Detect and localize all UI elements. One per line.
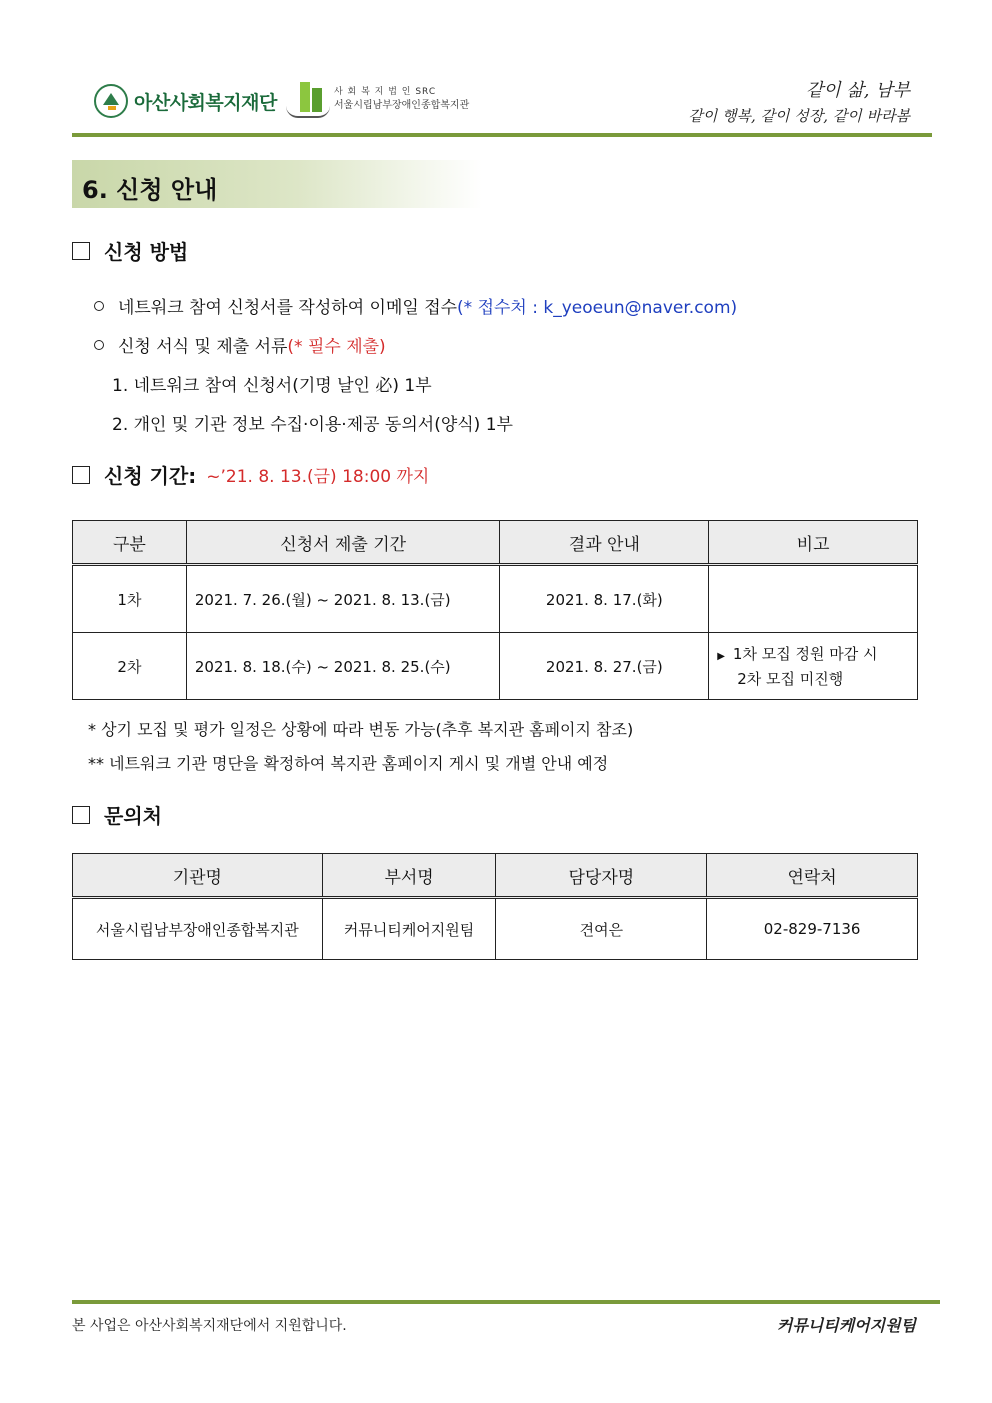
note-line-1: 1차 모집 정원 마감 시	[732, 644, 878, 663]
page-header	[72, 70, 932, 136]
src-welfare-center-logo	[286, 78, 469, 120]
person-cell: 견여은	[496, 898, 707, 960]
round-cell: 2차	[73, 633, 187, 700]
table-header: 구분	[73, 521, 187, 565]
period-heading	[72, 460, 429, 489]
note-line-2: 2차 모집 미진행	[737, 669, 844, 688]
method-item-2-note: (* 필수 제출)	[287, 337, 386, 357]
table-row	[73, 898, 918, 960]
logo2-line1: 사 회 복 지 법 인 SRC	[334, 87, 437, 97]
method-item-2-text: 신청 서식 및 제출 서류	[118, 337, 288, 357]
round-cell: 1차	[73, 565, 187, 633]
asan-foundation-logo	[94, 84, 277, 118]
logo2-line2: 서울시립남부장애인종합복지관	[334, 100, 470, 111]
table-header: 담당자명	[496, 854, 707, 898]
method-heading-text: 신청 방법	[104, 240, 189, 264]
document-2: 2. 개인 및 기관 정보 수집·이용·제공 동의서(양식) 1부	[112, 415, 513, 435]
table-header: 연락처	[707, 854, 918, 898]
method-item-2	[94, 332, 386, 357]
phone-cell: 02-829-7136	[707, 898, 918, 960]
table-header: 부서명	[322, 854, 496, 898]
period-cell: 2021. 8. 18.(수) ~ 2021. 8. 25.(수)	[186, 633, 500, 700]
table-header: 신청서 제출 기간	[186, 521, 500, 565]
slogan-line1: 같이 삶, 남부	[805, 80, 910, 101]
footer-sponsor-text: 본 사업은 아산사회복지재단에서 지원합니다.	[72, 1318, 347, 1334]
slogan	[688, 76, 910, 126]
method-item-1-note: (* 접수처 : k_yeoeun@naver.com)	[457, 298, 738, 318]
table-header: 기관명	[73, 854, 323, 898]
result-cell: 2021. 8. 27.(금)	[500, 633, 709, 700]
note-cell	[709, 565, 918, 633]
slogan-line2: 같이 행복, 같이 성장, 같이 바라봄	[688, 107, 910, 125]
method-heading	[72, 236, 188, 265]
triangle-bullet-icon: ▶	[717, 650, 725, 662]
contact-table	[72, 853, 918, 960]
note-cell	[709, 633, 918, 700]
footer-team-name: 커뮤니티케어지원팀	[776, 1316, 916, 1335]
checkbox-square-icon	[72, 466, 90, 484]
table-header: 결과 안내	[500, 521, 709, 565]
org-cell: 서울시립남부장애인종합복지관	[73, 898, 323, 960]
circle-bullet-icon	[94, 301, 104, 311]
checkbox-square-icon	[72, 242, 90, 260]
circle-bullet-icon	[94, 340, 104, 350]
table-header: 비고	[709, 521, 918, 565]
table-row	[73, 633, 918, 700]
section-title-bar	[72, 160, 482, 208]
period-cell: 2021. 7. 26.(월) ~ 2021. 8. 13.(금)	[186, 565, 500, 633]
table-row	[73, 565, 918, 633]
method-item-1	[94, 293, 737, 318]
method-item-1-text: 네트워크 참여 신청서를 작성하여 이메일 접수	[118, 298, 458, 318]
period-heading-text: 신청 기간:	[104, 464, 197, 488]
note-1: * 상기 모집 및 평가 일정은 상황에 따라 변동 가능(추후 복지관 홈페이지 참조)	[88, 720, 634, 739]
header-divider	[72, 133, 932, 137]
checkbox-square-icon	[72, 806, 90, 824]
document-1: 1. 네트워크 참여 신청서(기명 날인 必) 1부	[112, 376, 432, 396]
note-2: ** 네트워크 기관 명단을 확정하여 복지관 홈페이지 게시 및 개별 안내 예정	[88, 754, 609, 773]
building-icon	[286, 78, 330, 120]
schedule-table	[72, 520, 918, 700]
footer-divider	[72, 1300, 940, 1304]
table-header-row	[73, 854, 918, 898]
result-cell: 2021. 8. 17.(화)	[500, 565, 709, 633]
asan-emblem-icon	[94, 84, 128, 118]
logo1-text: 아산사회복지재단	[134, 91, 277, 114]
dept-cell: 커뮤니티케어지원팀	[322, 898, 496, 960]
contact-heading	[72, 800, 162, 829]
period-value: ~’21. 8. 13.(금) 18:00 까지	[206, 467, 430, 487]
contact-heading-text: 문의처	[104, 804, 162, 828]
table-header-row	[73, 521, 918, 565]
section-title: 6. 신청 안내	[82, 176, 218, 204]
